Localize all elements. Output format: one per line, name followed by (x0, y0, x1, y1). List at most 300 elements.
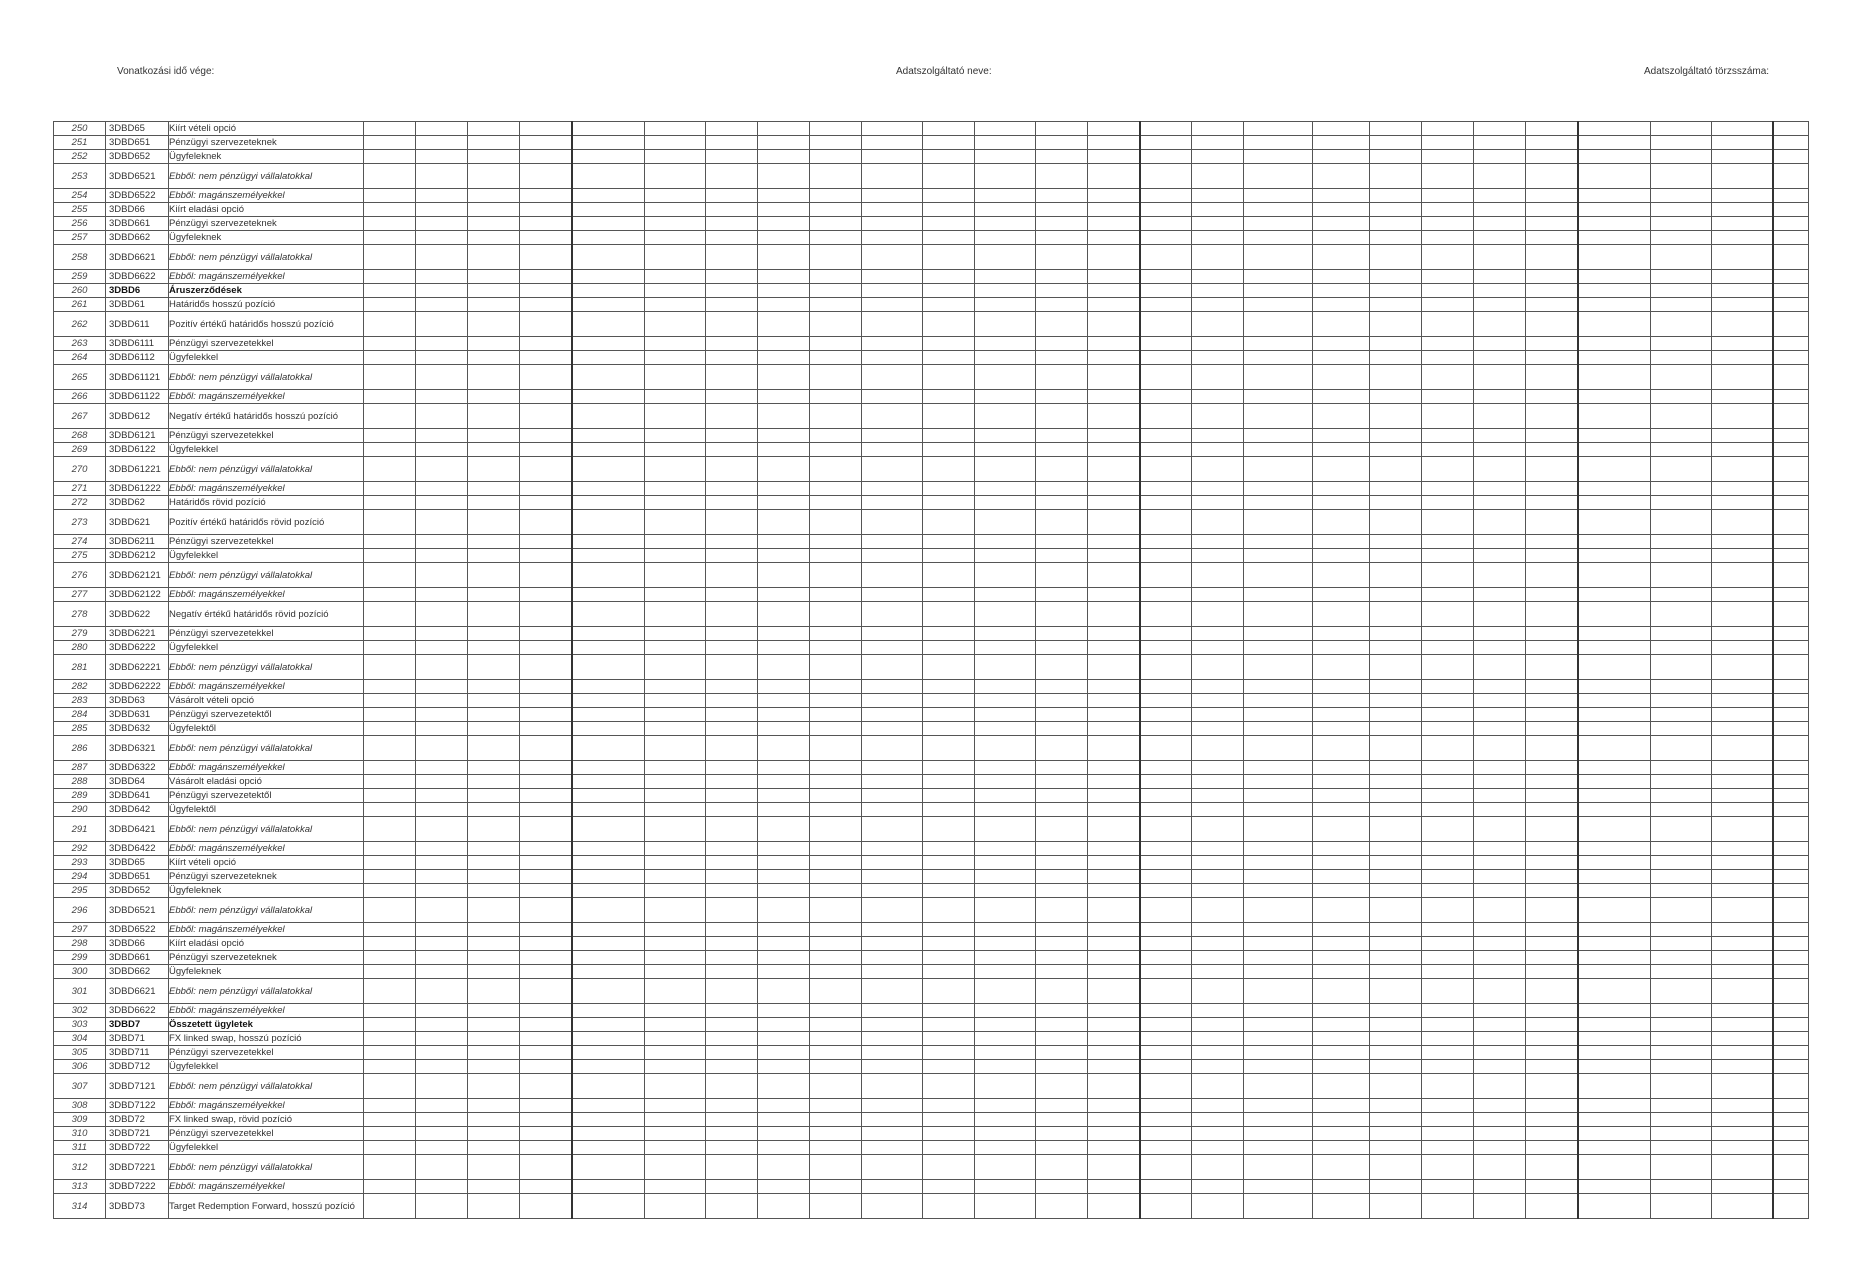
value-cell[interactable] (1088, 680, 1140, 694)
value-cell[interactable] (862, 694, 923, 708)
value-cell[interactable] (1036, 965, 1088, 979)
value-cell[interactable] (1773, 365, 1809, 390)
value-cell[interactable] (1313, 164, 1370, 189)
value-cell[interactable] (1140, 122, 1192, 136)
value-cell[interactable] (1712, 1032, 1773, 1046)
value-cell[interactable] (645, 898, 706, 923)
value-cell[interactable] (1036, 898, 1088, 923)
value-cell[interactable] (1422, 337, 1474, 351)
value-cell[interactable] (1578, 856, 1651, 870)
value-cell[interactable] (1192, 122, 1244, 136)
value-cell[interactable] (810, 351, 862, 365)
value-cell[interactable] (862, 496, 923, 510)
value-cell[interactable] (1244, 979, 1313, 1004)
value-cell[interactable] (645, 150, 706, 164)
value-cell[interactable] (1578, 870, 1651, 884)
value-cell[interactable] (520, 351, 572, 365)
value-cell[interactable] (1474, 1141, 1526, 1155)
value-cell[interactable] (1526, 1155, 1578, 1180)
value-cell[interactable] (1088, 884, 1140, 898)
value-cell[interactable] (706, 694, 758, 708)
value-cell[interactable] (1313, 390, 1370, 404)
value-cell[interactable] (862, 1032, 923, 1046)
value-cell[interactable] (758, 870, 810, 884)
value-cell[interactable] (1474, 482, 1526, 496)
value-cell[interactable] (416, 1180, 468, 1194)
value-cell[interactable] (1313, 937, 1370, 951)
value-cell[interactable] (468, 708, 520, 722)
value-cell[interactable] (1712, 1099, 1773, 1113)
value-cell[interactable] (1370, 1018, 1422, 1032)
value-cell[interactable] (810, 979, 862, 1004)
value-cell[interactable] (1036, 1074, 1088, 1099)
value-cell[interactable] (468, 870, 520, 884)
value-cell[interactable] (758, 817, 810, 842)
value-cell[interactable] (572, 1155, 645, 1180)
value-cell[interactable] (1140, 923, 1192, 937)
value-cell[interactable] (975, 164, 1036, 189)
value-cell[interactable] (1370, 351, 1422, 365)
value-cell[interactable] (1578, 496, 1651, 510)
value-cell[interactable] (1192, 429, 1244, 443)
value-cell[interactable] (1712, 588, 1773, 602)
value-cell[interactable] (1088, 535, 1140, 549)
value-cell[interactable] (1578, 923, 1651, 937)
value-cell[interactable] (706, 312, 758, 337)
value-cell[interactable] (1313, 708, 1370, 722)
value-cell[interactable] (810, 1060, 862, 1074)
value-cell[interactable] (1578, 655, 1651, 680)
value-cell[interactable] (758, 588, 810, 602)
value-cell[interactable] (468, 150, 520, 164)
value-cell[interactable] (1422, 842, 1474, 856)
value-cell[interactable] (1773, 694, 1809, 708)
value-cell[interactable] (975, 641, 1036, 655)
value-cell[interactable] (1192, 588, 1244, 602)
value-cell[interactable] (706, 1074, 758, 1099)
value-cell[interactable] (1088, 189, 1140, 203)
value-cell[interactable] (364, 1194, 416, 1219)
value-cell[interactable] (1651, 898, 1712, 923)
value-cell[interactable] (1140, 482, 1192, 496)
value-cell[interactable] (1370, 164, 1422, 189)
value-cell[interactable] (364, 284, 416, 298)
value-cell[interactable] (1244, 1074, 1313, 1099)
value-cell[interactable] (706, 775, 758, 789)
value-cell[interactable] (862, 390, 923, 404)
value-cell[interactable] (364, 884, 416, 898)
value-cell[interactable] (416, 1060, 468, 1074)
value-cell[interactable] (1773, 736, 1809, 761)
value-cell[interactable] (1192, 870, 1244, 884)
value-cell[interactable] (1313, 189, 1370, 203)
value-cell[interactable] (1192, 150, 1244, 164)
value-cell[interactable] (1370, 1113, 1422, 1127)
value-cell[interactable] (975, 1099, 1036, 1113)
value-cell[interactable] (1422, 588, 1474, 602)
value-cell[interactable] (572, 298, 645, 312)
value-cell[interactable] (364, 404, 416, 429)
value-cell[interactable] (923, 457, 975, 482)
value-cell[interactable] (810, 122, 862, 136)
value-cell[interactable] (862, 588, 923, 602)
value-cell[interactable] (1140, 312, 1192, 337)
value-cell[interactable] (1773, 1155, 1809, 1180)
value-cell[interactable] (1526, 457, 1578, 482)
value-cell[interactable] (1578, 775, 1651, 789)
value-cell[interactable] (572, 390, 645, 404)
value-cell[interactable] (1244, 284, 1313, 298)
value-cell[interactable] (1370, 923, 1422, 937)
value-cell[interactable] (706, 443, 758, 457)
value-cell[interactable] (364, 457, 416, 482)
value-cell[interactable] (1140, 510, 1192, 535)
value-cell[interactable] (1422, 284, 1474, 298)
value-cell[interactable] (1526, 390, 1578, 404)
value-cell[interactable] (1651, 627, 1712, 641)
value-cell[interactable] (758, 496, 810, 510)
value-cell[interactable] (572, 270, 645, 284)
value-cell[interactable] (1474, 937, 1526, 951)
value-cell[interactable] (364, 979, 416, 1004)
value-cell[interactable] (1140, 951, 1192, 965)
value-cell[interactable] (1651, 884, 1712, 898)
value-cell[interactable] (1088, 694, 1140, 708)
value-cell[interactable] (862, 150, 923, 164)
value-cell[interactable] (1244, 708, 1313, 722)
value-cell[interactable] (645, 496, 706, 510)
value-cell[interactable] (975, 1194, 1036, 1219)
value-cell[interactable] (520, 482, 572, 496)
value-cell[interactable] (1088, 965, 1140, 979)
value-cell[interactable] (1578, 549, 1651, 563)
value-cell[interactable] (520, 898, 572, 923)
value-cell[interactable] (416, 856, 468, 870)
value-cell[interactable] (1192, 164, 1244, 189)
value-cell[interactable] (1712, 390, 1773, 404)
value-cell[interactable] (975, 655, 1036, 680)
value-cell[interactable] (416, 842, 468, 856)
value-cell[interactable] (1313, 627, 1370, 641)
value-cell[interactable] (1474, 842, 1526, 856)
value-cell[interactable] (706, 231, 758, 245)
value-cell[interactable] (1712, 203, 1773, 217)
value-cell[interactable] (1313, 789, 1370, 803)
value-cell[interactable] (1712, 245, 1773, 270)
value-cell[interactable] (1140, 641, 1192, 655)
value-cell[interactable] (1474, 708, 1526, 722)
value-cell[interactable] (416, 1127, 468, 1141)
value-cell[interactable] (1712, 270, 1773, 284)
value-cell[interactable] (1526, 482, 1578, 496)
value-cell[interactable] (1140, 496, 1192, 510)
value-cell[interactable] (468, 937, 520, 951)
value-cell[interactable] (1712, 337, 1773, 351)
value-cell[interactable] (1192, 923, 1244, 937)
value-cell[interactable] (572, 641, 645, 655)
value-cell[interactable] (1651, 923, 1712, 937)
value-cell[interactable] (758, 641, 810, 655)
value-cell[interactable] (572, 136, 645, 150)
value-cell[interactable] (1313, 429, 1370, 443)
value-cell[interactable] (364, 627, 416, 641)
value-cell[interactable] (572, 884, 645, 898)
value-cell[interactable] (1474, 136, 1526, 150)
value-cell[interactable] (1088, 549, 1140, 563)
value-cell[interactable] (1313, 150, 1370, 164)
value-cell[interactable] (645, 404, 706, 429)
value-cell[interactable] (1036, 937, 1088, 951)
value-cell[interactable] (1474, 337, 1526, 351)
value-cell[interactable] (706, 1004, 758, 1018)
value-cell[interactable] (1773, 1032, 1809, 1046)
value-cell[interactable] (468, 496, 520, 510)
value-cell[interactable] (1651, 457, 1712, 482)
value-cell[interactable] (645, 429, 706, 443)
value-cell[interactable] (572, 965, 645, 979)
value-cell[interactable] (645, 231, 706, 245)
value-cell[interactable] (1036, 1180, 1088, 1194)
value-cell[interactable] (520, 789, 572, 803)
value-cell[interactable] (364, 298, 416, 312)
value-cell[interactable] (810, 1004, 862, 1018)
value-cell[interactable] (1370, 694, 1422, 708)
value-cell[interactable] (1712, 602, 1773, 627)
value-cell[interactable] (520, 870, 572, 884)
value-cell[interactable] (1526, 722, 1578, 736)
value-cell[interactable] (364, 641, 416, 655)
value-cell[interactable] (1651, 150, 1712, 164)
value-cell[interactable] (1370, 602, 1422, 627)
value-cell[interactable] (1370, 189, 1422, 203)
value-cell[interactable] (468, 775, 520, 789)
value-cell[interactable] (1651, 203, 1712, 217)
value-cell[interactable] (923, 136, 975, 150)
value-cell[interactable] (1474, 923, 1526, 937)
value-cell[interactable] (706, 789, 758, 803)
value-cell[interactable] (706, 1032, 758, 1046)
value-cell[interactable] (1651, 870, 1712, 884)
value-cell[interactable] (468, 736, 520, 761)
value-cell[interactable] (520, 217, 572, 231)
value-cell[interactable] (364, 588, 416, 602)
value-cell[interactable] (1036, 655, 1088, 680)
value-cell[interactable] (1526, 270, 1578, 284)
value-cell[interactable] (1578, 510, 1651, 535)
value-cell[interactable] (645, 627, 706, 641)
value-cell[interactable] (1313, 298, 1370, 312)
value-cell[interactable] (1712, 150, 1773, 164)
value-cell[interactable] (1474, 404, 1526, 429)
value-cell[interactable] (520, 270, 572, 284)
value-cell[interactable] (416, 443, 468, 457)
value-cell[interactable] (975, 979, 1036, 1004)
value-cell[interactable] (758, 482, 810, 496)
value-cell[interactable] (810, 803, 862, 817)
value-cell[interactable] (1140, 1074, 1192, 1099)
value-cell[interactable] (572, 789, 645, 803)
value-cell[interactable] (1370, 231, 1422, 245)
value-cell[interactable] (1088, 1032, 1140, 1046)
value-cell[interactable] (1244, 404, 1313, 429)
value-cell[interactable] (1773, 535, 1809, 549)
value-cell[interactable] (364, 708, 416, 722)
value-cell[interactable] (645, 351, 706, 365)
value-cell[interactable] (1422, 965, 1474, 979)
value-cell[interactable] (520, 708, 572, 722)
value-cell[interactable] (1578, 979, 1651, 1004)
value-cell[interactable] (1578, 429, 1651, 443)
value-cell[interactable] (645, 510, 706, 535)
value-cell[interactable] (1773, 496, 1809, 510)
value-cell[interactable] (975, 150, 1036, 164)
value-cell[interactable] (923, 761, 975, 775)
value-cell[interactable] (1313, 1018, 1370, 1032)
value-cell[interactable] (520, 1113, 572, 1127)
value-cell[interactable] (572, 429, 645, 443)
value-cell[interactable] (1578, 231, 1651, 245)
value-cell[interactable] (923, 510, 975, 535)
value-cell[interactable] (364, 1113, 416, 1127)
value-cell[interactable] (416, 1194, 468, 1219)
value-cell[interactable] (1712, 722, 1773, 736)
value-cell[interactable] (520, 496, 572, 510)
value-cell[interactable] (1192, 1060, 1244, 1074)
value-cell[interactable] (1088, 1113, 1140, 1127)
value-cell[interactable] (810, 1180, 862, 1194)
value-cell[interactable] (758, 245, 810, 270)
value-cell[interactable] (645, 136, 706, 150)
value-cell[interactable] (1313, 351, 1370, 365)
value-cell[interactable] (520, 164, 572, 189)
value-cell[interactable] (1773, 1004, 1809, 1018)
value-cell[interactable] (923, 680, 975, 694)
value-cell[interactable] (1036, 298, 1088, 312)
value-cell[interactable] (923, 496, 975, 510)
value-cell[interactable] (1313, 923, 1370, 937)
value-cell[interactable] (1370, 641, 1422, 655)
value-cell[interactable] (975, 1032, 1036, 1046)
value-cell[interactable] (468, 602, 520, 627)
value-cell[interactable] (1422, 775, 1474, 789)
value-cell[interactable] (1474, 856, 1526, 870)
value-cell[interactable] (1088, 337, 1140, 351)
value-cell[interactable] (1036, 1018, 1088, 1032)
value-cell[interactable] (1712, 803, 1773, 817)
value-cell[interactable] (1526, 884, 1578, 898)
value-cell[interactable] (1244, 1155, 1313, 1180)
value-cell[interactable] (572, 496, 645, 510)
value-cell[interactable] (520, 803, 572, 817)
value-cell[interactable] (1651, 1060, 1712, 1074)
value-cell[interactable] (416, 736, 468, 761)
value-cell[interactable] (416, 761, 468, 775)
value-cell[interactable] (1140, 588, 1192, 602)
value-cell[interactable] (1140, 563, 1192, 588)
value-cell[interactable] (645, 1113, 706, 1127)
value-cell[interactable] (1140, 150, 1192, 164)
value-cell[interactable] (468, 164, 520, 189)
value-cell[interactable] (468, 457, 520, 482)
value-cell[interactable] (975, 429, 1036, 443)
value-cell[interactable] (364, 337, 416, 351)
value-cell[interactable] (416, 817, 468, 842)
value-cell[interactable] (1474, 884, 1526, 898)
value-cell[interactable] (1192, 655, 1244, 680)
value-cell[interactable] (1140, 337, 1192, 351)
value-cell[interactable] (1712, 1180, 1773, 1194)
value-cell[interactable] (1036, 641, 1088, 655)
value-cell[interactable] (706, 217, 758, 231)
value-cell[interactable] (1140, 842, 1192, 856)
value-cell[interactable] (1140, 284, 1192, 298)
value-cell[interactable] (758, 284, 810, 298)
value-cell[interactable] (1036, 884, 1088, 898)
value-cell[interactable] (572, 761, 645, 775)
value-cell[interactable] (1578, 404, 1651, 429)
value-cell[interactable] (862, 404, 923, 429)
value-cell[interactable] (468, 1194, 520, 1219)
value-cell[interactable] (645, 337, 706, 351)
value-cell[interactable] (1036, 1155, 1088, 1180)
value-cell[interactable] (1140, 1004, 1192, 1018)
value-cell[interactable] (1712, 1004, 1773, 1018)
value-cell[interactable] (862, 1113, 923, 1127)
value-cell[interactable] (364, 122, 416, 136)
value-cell[interactable] (923, 443, 975, 457)
value-cell[interactable] (1313, 231, 1370, 245)
value-cell[interactable] (520, 189, 572, 203)
value-cell[interactable] (810, 203, 862, 217)
value-cell[interactable] (1474, 602, 1526, 627)
value-cell[interactable] (1313, 443, 1370, 457)
value-cell[interactable] (1244, 189, 1313, 203)
value-cell[interactable] (1140, 722, 1192, 736)
value-cell[interactable] (975, 312, 1036, 337)
value-cell[interactable] (1036, 979, 1088, 1004)
value-cell[interactable] (923, 284, 975, 298)
value-cell[interactable] (1036, 694, 1088, 708)
value-cell[interactable] (1036, 1113, 1088, 1127)
value-cell[interactable] (364, 429, 416, 443)
value-cell[interactable] (758, 365, 810, 390)
value-cell[interactable] (923, 979, 975, 1004)
value-cell[interactable] (416, 284, 468, 298)
value-cell[interactable] (1578, 217, 1651, 231)
value-cell[interactable] (1651, 365, 1712, 390)
value-cell[interactable] (1651, 429, 1712, 443)
value-cell[interactable] (1578, 627, 1651, 641)
value-cell[interactable] (923, 641, 975, 655)
value-cell[interactable] (1422, 312, 1474, 337)
value-cell[interactable] (1651, 979, 1712, 1004)
value-cell[interactable] (706, 965, 758, 979)
value-cell[interactable] (923, 245, 975, 270)
value-cell[interactable] (1140, 203, 1192, 217)
value-cell[interactable] (1036, 136, 1088, 150)
value-cell[interactable] (1313, 965, 1370, 979)
value-cell[interactable] (572, 775, 645, 789)
value-cell[interactable] (706, 803, 758, 817)
value-cell[interactable] (1526, 602, 1578, 627)
value-cell[interactable] (1192, 761, 1244, 775)
value-cell[interactable] (1088, 923, 1140, 937)
value-cell[interactable] (1140, 694, 1192, 708)
value-cell[interactable] (572, 680, 645, 694)
value-cell[interactable] (645, 1060, 706, 1074)
value-cell[interactable] (1712, 1127, 1773, 1141)
value-cell[interactable] (1651, 1018, 1712, 1032)
